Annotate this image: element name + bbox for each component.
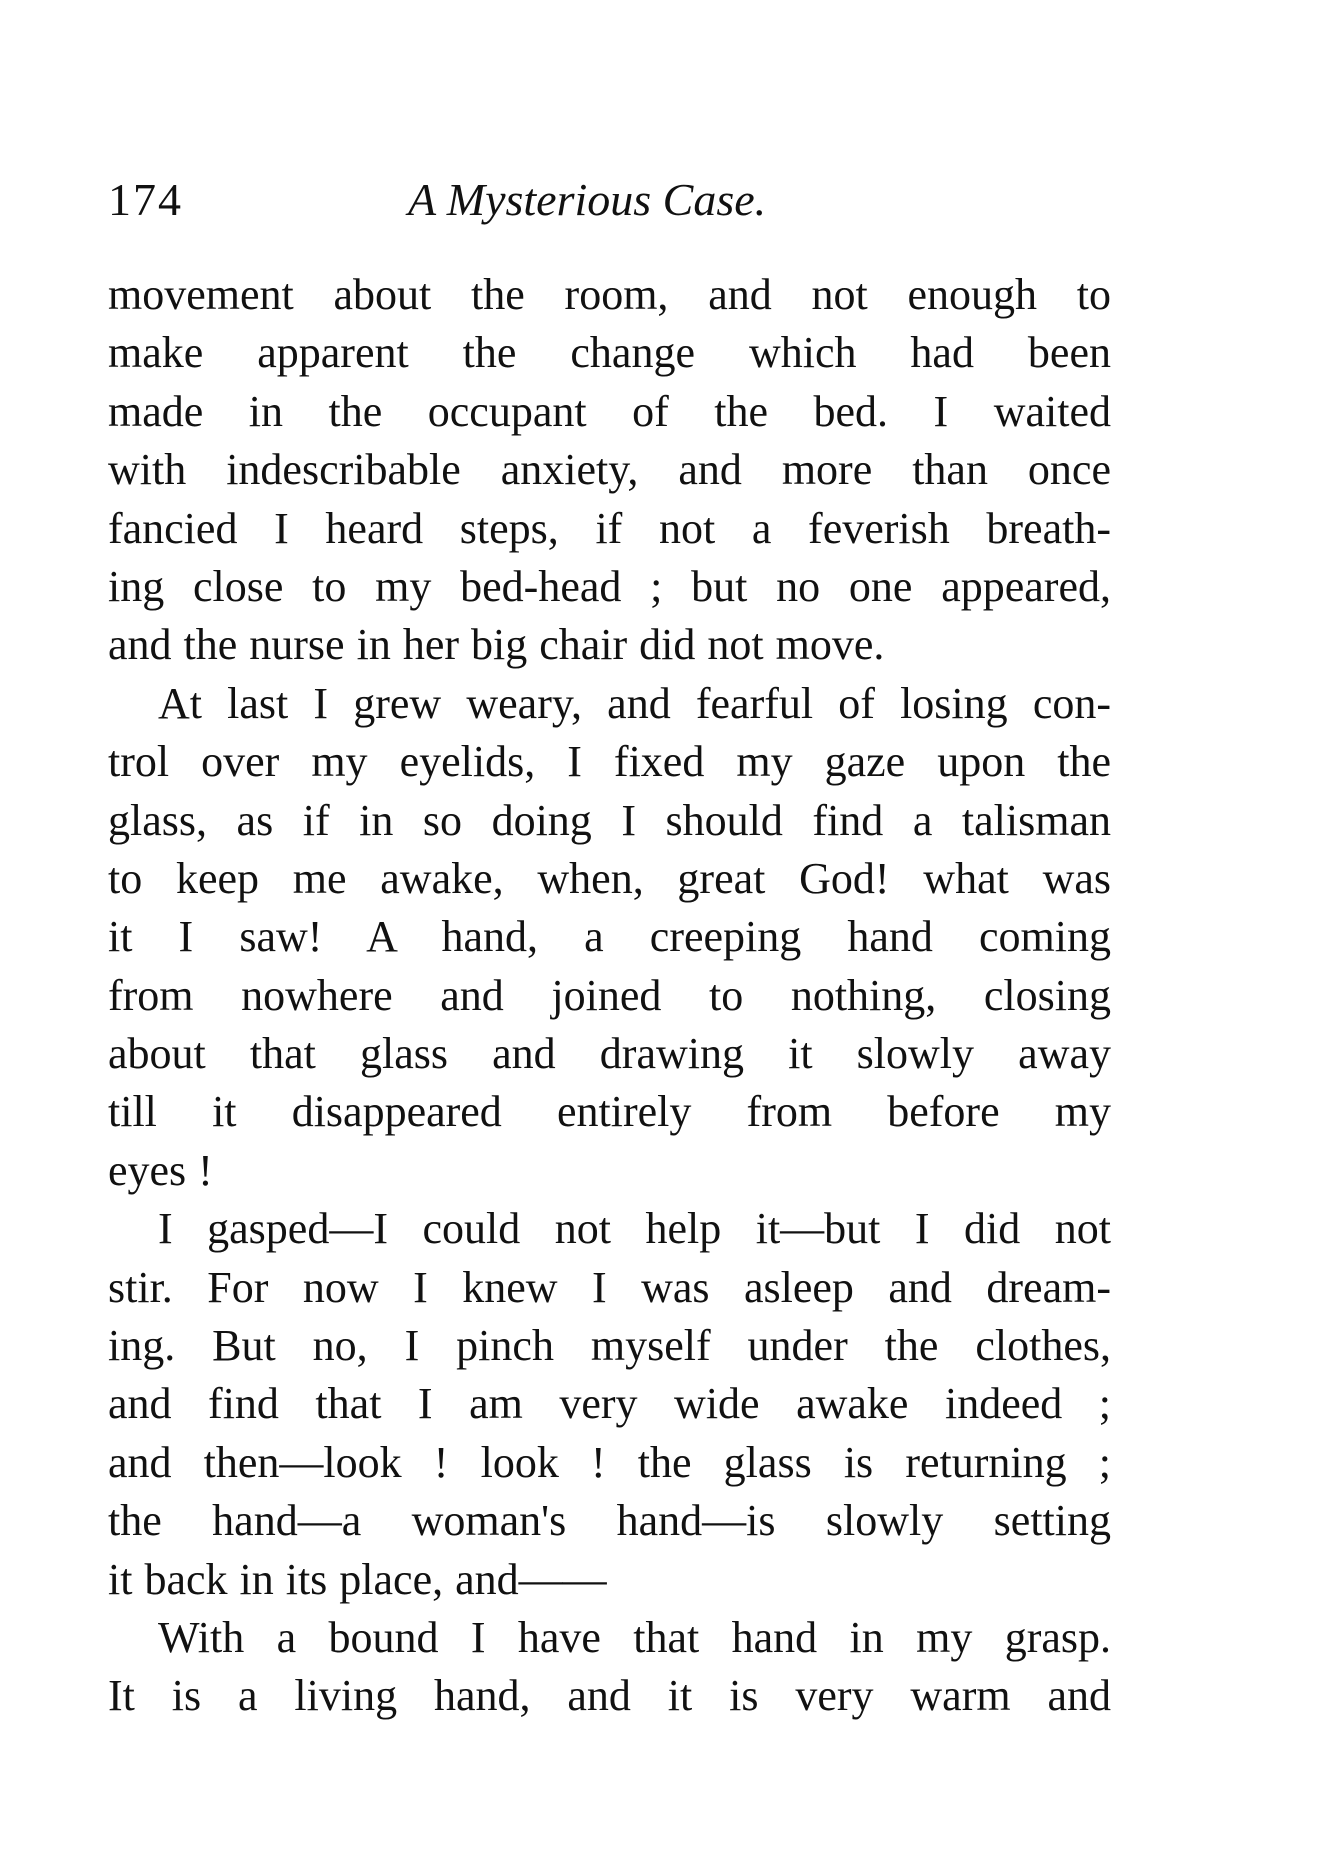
text-line: and find that I am very wide awake indeed ;: [108, 1379, 1111, 1429]
text-line: the hand—a woman's hand—is slowly setting: [108, 1496, 1111, 1546]
text-line: it back in its place, and——: [108, 1554, 607, 1604]
text-line: from nowhere and joined to nothing, closing: [108, 970, 1111, 1020]
paragraph-start-line: I gasped—I could not help it—but I did not: [158, 1204, 1111, 1254]
body-text: [108, 266, 1111, 1726]
running-head: [108, 170, 1108, 230]
text-line: it I saw! A hand, a creeping hand coming: [108, 912, 1111, 962]
text-line: movement about the room, and not enough to: [108, 270, 1111, 319]
text-line: to keep me awake, when, great God! what was: [108, 853, 1111, 903]
text-line: and the nurse in her big chair did not move.: [108, 620, 885, 670]
text-line: fancied I heard steps, if not a feverish breath-: [108, 503, 1111, 553]
text-line: trol over my eyelids, I fixed my gaze upon the: [108, 737, 1111, 787]
text-line: It is a living hand, and it is very warm and: [108, 1671, 1111, 1721]
page-number: 174: [108, 174, 183, 225]
text-line: made in the occupant of the bed. I waited: [108, 386, 1111, 436]
text-line: glass, as if in so doing I should find a talisman: [108, 795, 1111, 845]
text-line: and then—look ! look ! the glass is returning ;: [108, 1437, 1111, 1487]
paragraph-start-line: At last I grew weary, and fearful of losing con-: [158, 678, 1111, 728]
text-line: ing close to my bed-head ; but no one appeared,: [108, 561, 1111, 611]
text-line: till it disappeared entirely from before my: [108, 1087, 1111, 1137]
running-title: A Mysterious Case.: [408, 174, 767, 225]
text-line: stir. For now I knew I was asleep and dream-: [108, 1262, 1111, 1312]
text-line: eyes !: [108, 1145, 213, 1195]
text-line: about that glass and drawing it slowly away: [108, 1029, 1111, 1079]
text-line: ing. But no, I pinch myself under the clothes,: [108, 1321, 1111, 1371]
text-line: with indescribable anxiety, and more than once: [108, 445, 1111, 495]
text-line: make apparent the change which had been: [108, 328, 1111, 378]
paragraph-start-line: With a bound I have that hand in my grasp.: [158, 1612, 1111, 1662]
